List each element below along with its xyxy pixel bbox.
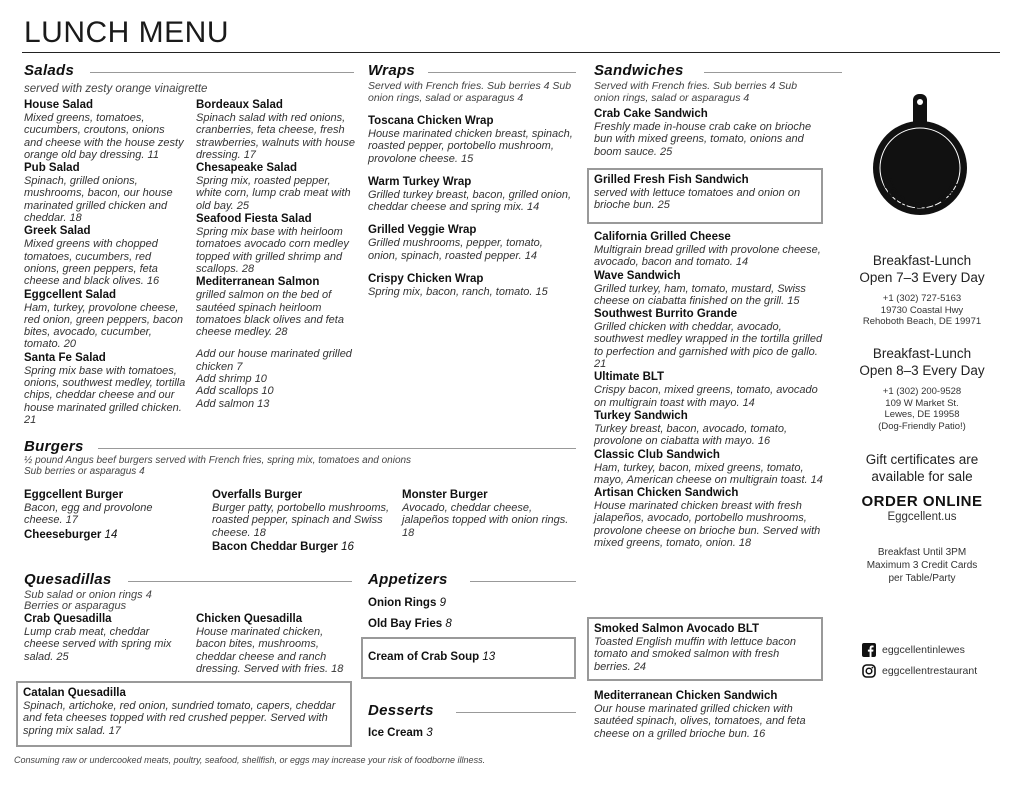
item-name: Pub Salad xyxy=(24,162,80,175)
location-hours-title: Breakfast-Lunch xyxy=(872,253,972,268)
sandwiches-note: Served with French fries. Sub berries 4 Sub onion rings, salad or asparagus 4 xyxy=(594,80,798,104)
burgers-column-3 xyxy=(402,489,574,539)
policy-line: Maximum 3 Credit Cards xyxy=(866,560,978,571)
item-price: 13 xyxy=(482,651,496,663)
fish-sandwich-box xyxy=(587,168,823,224)
addon: Add salmon 13 xyxy=(196,397,270,410)
item-desc: House marinated chicken breast with fresh jalapeños, avocado, portobello mushrooms, provolone cheese on brioche bun. Served with mixed greens, tomato, onion. 18 xyxy=(594,500,821,550)
item-name: Greek Salad xyxy=(24,225,91,238)
item-name: Cream of Crab Soup xyxy=(368,651,480,663)
menu-item xyxy=(368,224,573,262)
item-name: Eggcellent Burger xyxy=(24,489,124,501)
order-online-heading: ORDER ONLINE xyxy=(861,493,983,510)
item-name: Ultimate BLT xyxy=(594,371,665,384)
item-desc: Avocado, cheddar cheese, jalapeños topped with onion rings. 18 xyxy=(402,502,569,539)
item-desc: House marinated chicken, bacon bites, mushrooms, cheddar cheese and ranch dressing. Served with fries. 18 xyxy=(196,626,344,675)
cheeseburger-item xyxy=(24,529,194,542)
ice-cream-item xyxy=(368,727,433,740)
addon: Add scallops 10 xyxy=(196,385,274,398)
menu-item xyxy=(196,276,356,338)
onion-rings-item xyxy=(368,597,446,610)
item-name: Onion Rings xyxy=(368,597,437,609)
item-name: Turkey Sandwich xyxy=(594,409,688,422)
policy-line: per Table/Party xyxy=(888,573,956,584)
instagram-link[interactable] xyxy=(862,664,977,678)
location-note: (Dog-Friendly Patio!) xyxy=(878,420,966,432)
location-hours-title: Breakfast-Lunch xyxy=(872,346,972,361)
menu-item xyxy=(594,308,828,370)
location-hours: Open 7–3 Every Day xyxy=(859,270,985,285)
item-desc: Mixed greens, tomatoes, cucumbers, croutons, onions and cheese with the house zesty orange old bay dressing. 11 xyxy=(24,112,184,161)
policy-line: Breakfast Until 3PM xyxy=(877,547,967,558)
item-desc: grilled salmon on the bed of sautéed spinach heirloom tomatoes black olives and feta cheese medley. 28 xyxy=(196,289,344,339)
burgers-column-2 xyxy=(212,489,392,554)
old-bay-fries-item xyxy=(368,618,452,631)
menu-item xyxy=(594,449,828,487)
item-name: Classic Club Sandwich xyxy=(594,448,720,461)
item-price: 9 xyxy=(439,597,446,609)
food-safety-disclaimer: Consuming raw or undercooked meats, poultry, seafood, shellfish, or eggs may increase your risk of foodborne illness. xyxy=(14,755,486,765)
page-title: LUNCH MENU xyxy=(24,16,230,49)
item-desc: Grilled turkey, ham, tomato, mustard, Swiss cheese on ciabatta finished on the grill. 15 xyxy=(594,282,806,307)
location-1 xyxy=(842,252,1002,328)
smoked-salmon-box xyxy=(587,617,823,681)
item-name: Grilled Fresh Fish Sandwich xyxy=(594,174,749,186)
location-city: Rehoboth Beach, DE 19971 xyxy=(862,316,982,327)
location-address: 19730 Coastal Hwy xyxy=(880,304,964,316)
desserts-heading: Desserts xyxy=(368,702,434,719)
item-desc: Spinach, artichoke, red onion, sundried tomato, capers, cheddar and feta cheeses topped with red crushed pepper. Served with spring mix salad. 17 xyxy=(23,700,336,737)
menu-item xyxy=(594,487,828,549)
salad-addons xyxy=(196,348,356,409)
menu-item xyxy=(594,371,828,409)
item-desc: Freshly made in-house crab cake on brioche bun with mixed greens, tomato, onions and boom sauce. 25 xyxy=(594,121,812,158)
quesadillas-note-2: Berries or asparagus xyxy=(24,600,127,612)
item-name: Bordeaux Salad xyxy=(196,99,283,111)
item-name: Southwest Burrito Grande xyxy=(594,308,738,321)
salads-note: served with zesty orange vinaigrette xyxy=(24,83,208,95)
item-desc: Spinach salad with red onions, cranberries, feta cheese, fresh strawberries, walnuts with house dressing. 17 xyxy=(196,112,355,161)
menu-item xyxy=(368,115,573,165)
crab-cake-item xyxy=(594,108,824,158)
wraps-heading: Wraps xyxy=(368,62,416,79)
appetizers-heading: Appetizers xyxy=(368,571,448,588)
item-desc: Grilled turkey breast, bacon, grilled onion, cheddar cheese and spring mix. 14 xyxy=(368,188,571,214)
quesadillas-heading: Quesadillas xyxy=(24,571,112,588)
item-name: Wave Sandwich xyxy=(594,269,681,282)
instagram-icon xyxy=(862,664,876,678)
brand-wordmark: EGGCELLENT xyxy=(879,176,965,216)
item-price: 14 xyxy=(104,528,118,541)
menu-item xyxy=(24,352,186,426)
sandwiches-rule xyxy=(704,72,842,73)
item-name: Seafood Fiesta Salad xyxy=(196,213,312,226)
wraps-rule xyxy=(428,72,576,73)
item-desc: House marinated chicken breast, spinach, roasted pepper, portobello mushroom, provolone cheese. 15 xyxy=(368,128,573,165)
mediterranean-sandwich xyxy=(594,690,830,740)
bacon-cheddar-item xyxy=(212,541,392,554)
item-desc: Turkey breast, bacon, avocado, tomato, provolone on ciabatta with mayo. 16 xyxy=(594,422,788,448)
item-desc: Our house marinated grilled chicken with sautéed spinach, olives, tomatoes, and feta cheese on a grilled brioche bun. 16 xyxy=(594,703,806,740)
order-online xyxy=(842,493,1002,524)
item-desc: Bacon, egg and provolone cheese. 17 xyxy=(24,502,153,527)
crab-soup-item xyxy=(368,651,569,664)
menu-item xyxy=(368,176,573,214)
menu-item xyxy=(594,231,828,269)
menu-item xyxy=(594,270,828,308)
facebook-icon xyxy=(862,643,876,657)
item-name: Santa Fe Salad xyxy=(24,351,106,364)
item-name: Eggcellent Salad xyxy=(24,288,117,301)
item-name: Crab Quesadilla xyxy=(24,613,112,625)
location-phone[interactable]: +1 (302) 200-9528 xyxy=(882,386,962,397)
menu-item xyxy=(24,225,186,287)
item-name: Crispy Chicken Wrap xyxy=(368,273,484,286)
desserts-rule xyxy=(456,712,576,713)
facebook-handle: eggcellentinlewes xyxy=(882,644,965,656)
location-2 xyxy=(842,345,1002,432)
menu-item xyxy=(24,289,186,351)
burgers-heading: Burgers xyxy=(24,438,84,455)
order-online-link[interactable]: Eggcellent.us xyxy=(887,511,957,523)
title-divider xyxy=(22,52,1000,53)
policies xyxy=(842,546,1002,585)
sandwiches-list xyxy=(594,231,828,550)
item-name: Warm Turkey Wrap xyxy=(368,175,472,188)
location-address: 109 W Market St. xyxy=(885,397,959,409)
wraps-list xyxy=(368,115,573,299)
burgers-note-sub: Sub berries or asparagus 4 xyxy=(24,466,145,477)
item-name: Monster Burger xyxy=(402,489,488,501)
item-name: Overfalls Burger xyxy=(212,489,303,501)
item-name: Grilled Veggie Wrap xyxy=(368,224,477,237)
menu-item xyxy=(196,213,356,275)
item-name: Mediterranean Salmon xyxy=(196,276,320,289)
location-phone[interactable]: +1 (302) 727-5163 xyxy=(882,293,962,304)
item-desc: Spring mix, roasted pepper, white corn, lump crab meat with old bay. 25 xyxy=(196,175,351,212)
wraps-note: Served with French fries. Sub berries 4 Sub onion rings, salad or asparagus 4 xyxy=(368,80,572,104)
item-desc: Mixed greens with chopped tomatoes, cucumbers, red onions, green peppers, feta cheese and black olives. 16 xyxy=(24,238,160,288)
item-desc: Ham, turkey, bacon, mixed greens, tomato, mayo, American cheese on multigrain toast. 14 xyxy=(594,461,823,486)
item-name: Crab Cake Sandwich xyxy=(594,108,708,120)
facebook-link[interactable] xyxy=(862,643,965,657)
appetizers-rule xyxy=(470,581,576,582)
burgers-column-1 xyxy=(24,489,194,542)
menu-item xyxy=(24,162,186,224)
item-desc: Toasted English muffin with lettuce bacon tomato and smoked salmon with fresh berries. 24 xyxy=(594,636,796,673)
item-desc: Grilled chicken with cheddar, avocado, southwest medley wrapped in the tortilla grilled to perfection and garnished with pico de gallo. 21 xyxy=(594,321,823,371)
item-name: Artisan Chicken Sandwich xyxy=(594,487,739,500)
item-desc: Burger patty, portobello mushrooms, roasted pepper, spinach and Swiss cheese. 18 xyxy=(212,502,390,539)
burgers-note: ½ pound Angus beef burgers served with French fries, spring mix, tomatoes and onions xyxy=(24,455,412,466)
item-name: Catalan Quesadilla xyxy=(23,687,126,699)
addon: Add our house marinated grilled chicken 7 xyxy=(196,348,352,373)
item-desc: Spring mix base with tomatoes, onions, southwest medley, tortilla chips, cheddar cheese and our house marinated grilled chicken. 21 xyxy=(24,364,186,426)
item-desc: Spring mix, bacon, ranch, tomato. 15 xyxy=(368,286,548,299)
salads-heading: Salads xyxy=(24,62,75,79)
item-price: 16 xyxy=(341,540,354,553)
crab-soup-box xyxy=(361,637,576,679)
catalan-quesadilla-box xyxy=(16,681,352,747)
item-name: House Salad xyxy=(24,99,94,111)
gift-certificates xyxy=(842,451,1002,485)
location-city: Lewes, DE 19958 xyxy=(884,409,960,420)
skillet-logo-icon xyxy=(862,90,986,240)
item-desc: Crispy bacon, mixed greens, tomato, avocado on multigrain toast with mayo. 14 xyxy=(594,384,818,409)
menu-item xyxy=(196,99,356,161)
salads-rule xyxy=(90,72,354,73)
item-desc: Grilled mushrooms, pepper, tomato, onion, spinach, roasted pepper. 14 xyxy=(368,237,543,262)
item-name: Bacon Cheddar Burger xyxy=(212,540,338,553)
gift-line-1: Gift certificates are xyxy=(865,452,979,467)
item-name: Chicken Quesadilla xyxy=(196,613,303,625)
burgers-rule xyxy=(98,448,576,449)
item-price: 3 xyxy=(426,727,433,739)
item-name: Smoked Salmon Avocado BLT xyxy=(594,623,760,635)
item-desc: Multigrain bread grilled with provolone cheese, avocado, bacon and tomato. 14 xyxy=(594,244,821,269)
chicken-quesadilla xyxy=(196,613,356,675)
item-name: Cheeseburger xyxy=(24,528,102,541)
item-price: 8 xyxy=(445,618,452,630)
crab-quesadilla xyxy=(24,613,182,663)
quesadillas-note: Sub salad or onion rings 4 xyxy=(24,589,152,601)
item-name: Toscana Chicken Wrap xyxy=(368,115,494,127)
item-desc: Lump crab meat, cheddar cheese served with spring mix salad. 25 xyxy=(24,626,172,663)
item-name: Ice Cream xyxy=(368,727,423,739)
gift-line-2: available for sale xyxy=(871,469,973,484)
quesadillas-rule xyxy=(128,581,352,582)
location-hours: Open 8–3 Every Day xyxy=(859,363,985,378)
salads-column-2 xyxy=(196,99,356,410)
item-name: Old Bay Fries xyxy=(368,618,443,630)
salads-column-1 xyxy=(24,99,186,427)
item-desc: Spring mix base with heirloom tomatoes avocado corn medley topped with grilled shrimp and scallops. 28 xyxy=(196,226,349,275)
menu-item xyxy=(24,99,186,161)
item-desc: Ham, turkey, provolone cheese, red onion, green peppers, bacon bites, avocado, cucumber, tomato. 20 xyxy=(24,301,184,351)
item-name: Chesapeake Salad xyxy=(196,162,298,175)
item-desc: served with lettuce tomatoes and onion on brioche bun. 25 xyxy=(594,187,801,212)
menu-item xyxy=(594,410,828,448)
sandwiches-heading: Sandwiches xyxy=(594,62,684,79)
addon: Add shrimp 10 xyxy=(196,373,267,386)
menu-item xyxy=(368,273,573,298)
item-name: California Grilled Cheese xyxy=(594,231,731,243)
menu-item xyxy=(196,162,356,212)
item-name: Mediterranean Chicken Sandwich xyxy=(594,690,778,702)
instagram-handle: eggcellentrestaurant xyxy=(882,665,978,677)
item-desc: Spinach, grilled onions, mushrooms, bacon, our house marinated grilled chicken and cheddar. 18 xyxy=(24,175,173,225)
